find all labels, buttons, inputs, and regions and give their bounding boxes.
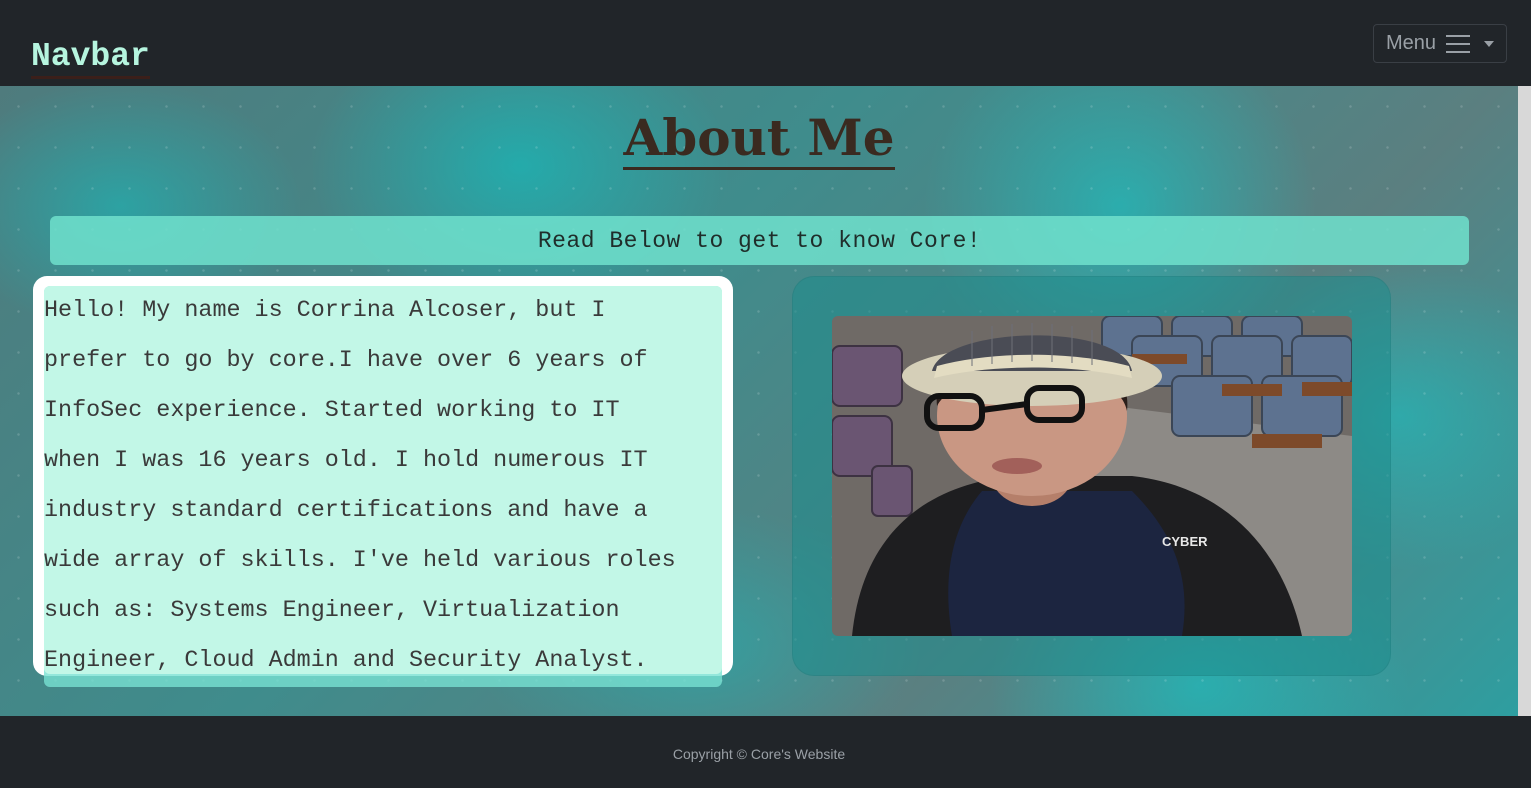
menu-button[interactable]: [1373, 24, 1507, 63]
page-title: [0, 108, 1518, 167]
bio-line: when I was 16 years old. I hold numerous IT: [44, 448, 648, 474]
menu-label: Menu: [1386, 32, 1437, 54]
bio-line: Hello! My name is Corrina Alcoser, but I: [44, 298, 606, 324]
bio-line: such as: Systems Engineer, Virtualization: [44, 598, 620, 624]
about-section: [0, 86, 1518, 716]
page-title-text: About Me: [623, 108, 894, 170]
caret-down-icon: [1484, 41, 1494, 47]
bio-text-box: [44, 286, 722, 674]
navbar: [0, 0, 1518, 86]
footer: [0, 716, 1518, 788]
profile-photo: [832, 316, 1352, 636]
shirt-logo-text: CYBER: [1162, 534, 1208, 549]
bio-line: prefer to go by core.I have over 6 years of: [44, 348, 648, 374]
intro-banner: Read Below to get to know Core!: [50, 216, 1469, 265]
bio-line: InfoSec experience. Started working to IT: [44, 398, 620, 424]
scrollbar-track[interactable]: [1518, 86, 1531, 716]
bio-line: Engineer, Cloud Admin and Security Analyst.: [44, 648, 648, 674]
bio-line: wide array of skills. I've held various roles: [44, 548, 676, 574]
bio-line: industry standard certifications and have a: [44, 498, 648, 524]
hamburger-icon: [1446, 35, 1470, 53]
copyright-text: Copyright © Core's Website: [672, 746, 846, 762]
navbar-brand[interactable]: Navbar: [31, 38, 150, 79]
profile-photo-image: [832, 316, 1352, 636]
bio-text: [44, 286, 722, 674]
